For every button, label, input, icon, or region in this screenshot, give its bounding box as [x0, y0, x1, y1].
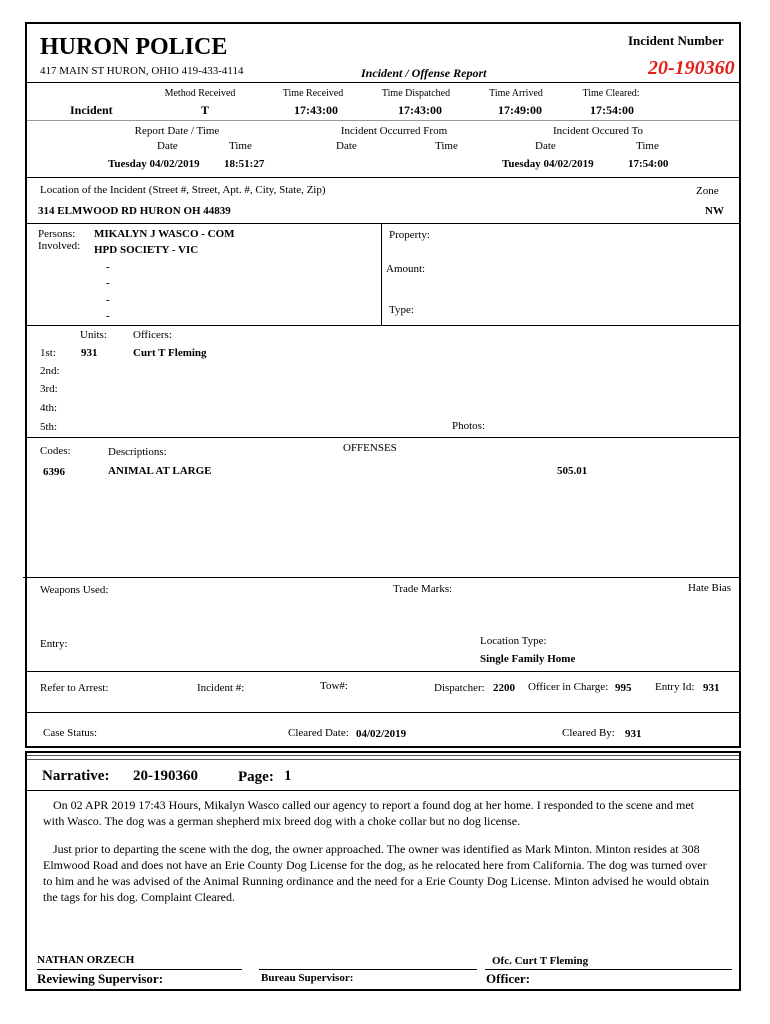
from-time-col-label: Time: [435, 140, 458, 152]
person-item: -: [106, 310, 110, 322]
unit-number: 931: [81, 347, 98, 359]
amount-label: Amount:: [386, 263, 426, 275]
narrative-header-rule: [27, 790, 739, 791]
narrative-number: 20-190360: [133, 768, 198, 784]
persons-label: Persons:: [38, 228, 76, 240]
offense-statute: 505.01: [557, 465, 588, 477]
refer-to-arrest-label: Refer to Arrest:: [40, 682, 109, 694]
officer-in-charge-label: Officer in Charge:: [528, 681, 609, 693]
report-date-col-label: Date: [157, 140, 178, 152]
narrative-label: Narrative:: [42, 768, 110, 784]
location-divider: [27, 223, 739, 224]
involved-label: Involved:: [38, 240, 81, 252]
bureau-supervisor-label: Bureau Supervisor:: [261, 972, 354, 984]
officer-name: Ofc. Curt T Fleming: [492, 955, 589, 967]
time-dispatched: 17:43:00: [398, 103, 442, 117]
photos-label: Photos:: [452, 420, 486, 432]
trade-marks-label: Trade Marks:: [393, 583, 453, 595]
narrative-top-rule: [27, 755, 739, 760]
type-label: Type:: [389, 304, 414, 316]
descriptions-label: Descriptions:: [108, 446, 167, 458]
officers-label: Officers:: [133, 329, 172, 341]
person-item: -: [106, 261, 110, 273]
report-type: Incident / Offense Report: [361, 66, 487, 80]
offense-code: 6396: [43, 466, 65, 478]
person-item: -: [106, 294, 110, 306]
reviewing-signature-line: [37, 969, 242, 970]
person-item: MIKALYN J WASCO - COM: [94, 228, 235, 240]
persons-divider: [27, 325, 739, 326]
refer-divider: [27, 712, 739, 713]
method-received: T: [200, 103, 210, 117]
cleared-by-value: 931: [625, 728, 642, 740]
units-divider: [27, 437, 739, 438]
property-label: Property:: [389, 229, 430, 241]
codes-label: Codes:: [40, 445, 71, 457]
reviewing-supervisor-label: Reviewing Supervisor:: [37, 971, 164, 986]
offenses-divider: [23, 577, 739, 578]
time-received-label: Time Received: [282, 88, 344, 99]
incident-number: 20-190360: [648, 57, 735, 79]
person-item: HPD SOCIETY - VIC: [94, 244, 199, 256]
narrative-paragraph: On 02 APR 2019 17:43 Hours, Mikalyn Wasco called our agency to report a found dog at her home. I responded to the scene and met with Wasco. The dog was a german shepherd mix breed dog with a choke collar but no dog license.: [43, 798, 694, 828]
unit-officer: Curt T Fleming: [133, 347, 207, 359]
occurred-to-label: Incident Occured To: [552, 125, 644, 137]
occurred-from-label: Incident Occurred From: [340, 125, 448, 137]
person-item: -: [106, 277, 110, 289]
location-type-label: Location Type:: [480, 635, 547, 647]
incident-no-label: Incident #:: [197, 682, 245, 694]
unit-ordinal: 1st:: [40, 347, 56, 359]
entry-id-label: Entry Id:: [655, 681, 695, 693]
entry-label: Entry:: [40, 638, 68, 650]
weapons-label: Weapons Used:: [40, 584, 109, 596]
officer-label: Officer:: [486, 971, 531, 986]
unit-ordinal: 5th:: [40, 421, 58, 433]
to-time: 17:54:00: [628, 158, 669, 170]
case-status-label: Case Status:: [43, 727, 98, 739]
location-address: 314 ELMWOOD RD HURON OH 44839: [38, 205, 231, 217]
dates-divider: [27, 177, 739, 178]
offenses-section-label: OFFENSES: [343, 442, 397, 454]
report-time: 18:51:27: [224, 158, 265, 170]
report-date-label: Report Date / Time: [134, 125, 220, 137]
unit-ordinal: 3rd:: [40, 383, 58, 395]
time-dispatched-label: Time Dispatched: [381, 88, 451, 99]
dispatcher-value: 2200: [493, 682, 515, 694]
zone-value: NW: [705, 205, 724, 217]
agency-address: 417 MAIN ST HURON, OHIO 419-433-4114: [40, 65, 244, 77]
offense-description: ANIMAL AT LARGE: [108, 465, 212, 477]
dispatcher-label: Dispatcher:: [434, 682, 485, 694]
times-divider: [27, 120, 739, 121]
report-date: Tuesday 04/02/2019: [108, 158, 200, 170]
unit-ordinal: 2nd:: [40, 365, 60, 377]
hate-bias-label: Hate Bias: [688, 582, 732, 594]
to-date-col-label: Date: [535, 140, 556, 152]
location-label: Location of the Incident (Street #, Street, Apt. #, City, State, Zip): [40, 184, 326, 196]
to-date: Tuesday 04/02/2019: [502, 158, 594, 170]
entry-divider: [27, 671, 739, 672]
zone-label: Zone: [696, 185, 719, 197]
reviewing-supervisor-name: NATHAN ORZECH: [37, 954, 135, 966]
units-label: Units:: [80, 329, 107, 341]
time-cleared: 17:54:00: [590, 103, 634, 117]
location-type: Single Family Home: [480, 653, 576, 665]
cleared-date-value: 04/02/2019: [356, 728, 407, 740]
time-cleared-label: Time Cleared:: [582, 88, 640, 99]
incident-number-label: Incident Number: [628, 33, 724, 48]
persons-property-divider: [381, 224, 382, 325]
to-time-col-label: Time: [636, 140, 659, 152]
time-arrived: 17:49:00: [498, 103, 542, 117]
tow-label: Tow#:: [320, 680, 348, 692]
report-time-col-label: Time: [229, 140, 252, 152]
agency-title: HURON POLICE: [40, 34, 228, 60]
bureau-signature-line: [259, 969, 477, 970]
incident-label: Incident: [70, 103, 113, 117]
unit-ordinal: 4th:: [40, 402, 58, 414]
officer-in-charge-value: 995: [615, 682, 632, 694]
entry-id-value: 931: [703, 682, 720, 694]
time-received: 17:43:00: [294, 103, 338, 117]
narrative-paragraph: Just prior to departing the scene with the dog, the owner approached. The owner was identified as Mark Minton. Minton resides at 308 Elmwood Road and does not have an Erie County Dog License for the dog, as he relocated here from California. The dog was turned over to him and he was advised of the Animal Running ordinance and the need for a Erie County Dog License. Minton advised he would obtain the tags for his dog. Complaint Cleared.: [43, 842, 710, 904]
cleared-by-label: Cleared By:: [562, 727, 615, 739]
cleared-date-label: Cleared Date:: [288, 727, 349, 739]
page-number: 1: [284, 768, 292, 784]
page-label: Page:: [238, 769, 274, 785]
header-divider: [27, 82, 739, 83]
time-arrived-label: Time Arrived: [489, 88, 543, 99]
from-date-col-label: Date: [336, 140, 357, 152]
officer-signature-line: [485, 969, 732, 970]
method-received-label: Method Received: [164, 88, 236, 99]
